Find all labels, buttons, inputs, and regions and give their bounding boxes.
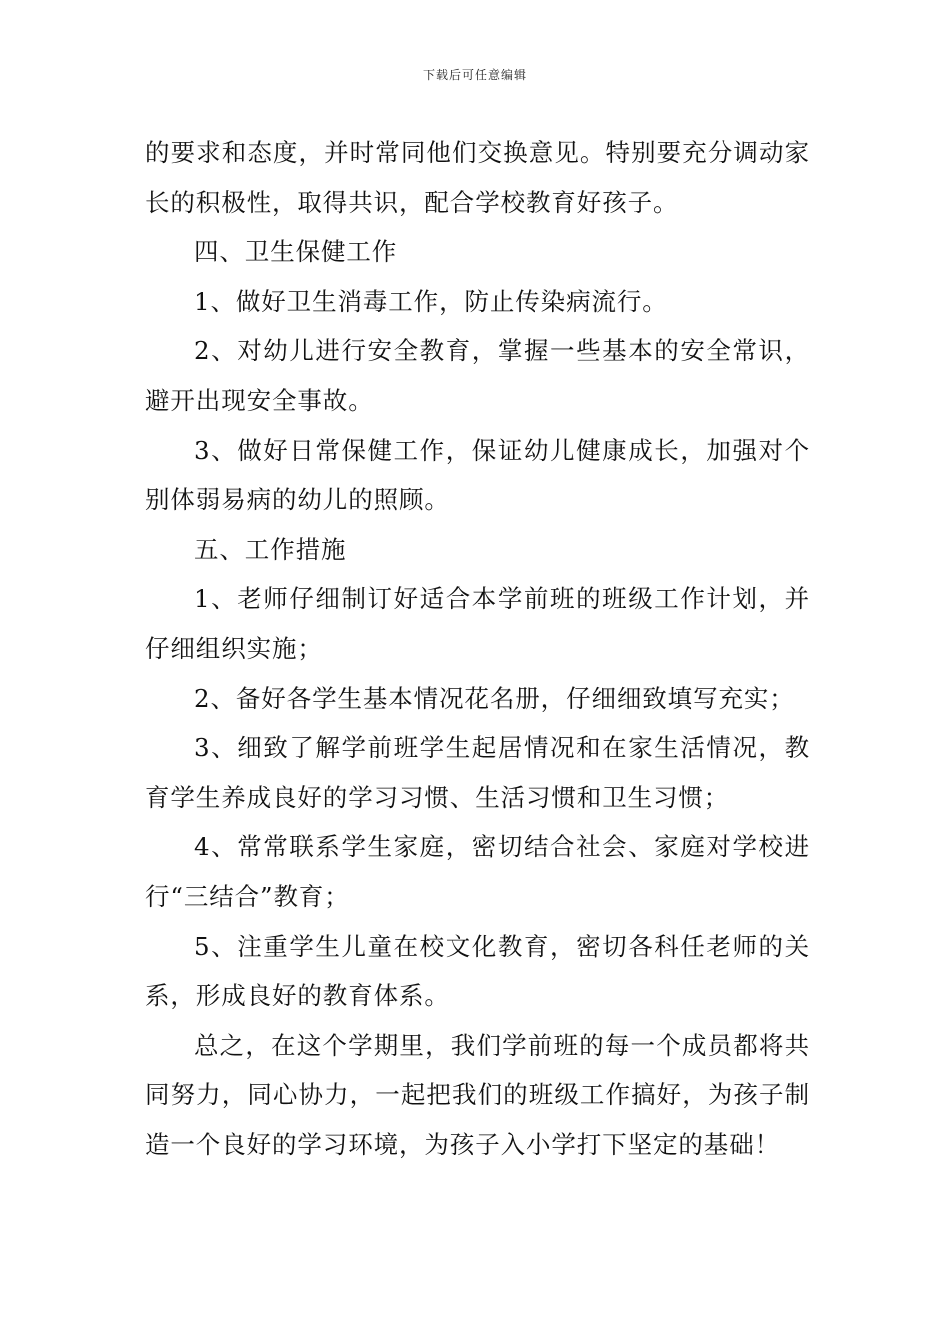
list-item: 2、备好各学生基本情况花名册，仔细细致填写充实；: [194, 683, 795, 713]
document-body: [145, 128, 810, 1169]
list-item: 4、常常联系学生家庭，密切结合社会、家庭对学校进行“三结合”教育；: [145, 832, 810, 911]
section-heading: 四、卫生保健工作: [194, 237, 398, 267]
page-header: 下载后可任意编辑: [422, 68, 527, 82]
list-item: 5、注重学生儿童在校文化教育，密切各科任老师的关系，形成良好的教育体系。: [145, 931, 810, 1011]
list-item: 2、对幼儿进行安全教育，掌握一些基本的安全常识，避开出现安全事故。: [145, 336, 810, 415]
section-heading: 五、工作措施: [194, 534, 347, 564]
list-item: 1、老师仔细制订好适合本学前班的班级工作计划，并仔细组织实施；: [145, 584, 810, 663]
conclusion-paragraph: 总之，在这个学期里，我们学前班的每一个成员都将共同努力，同心协力，一起把我们的班级工作搞好，为孩子制造一个良好的学习环境，为孩子入小学打下坚定的基础！: [145, 1030, 810, 1159]
list-item: 1、做好卫生消毒工作，防止传染病流行。: [194, 286, 668, 316]
paragraph: 的要求和态度，并时常同他们交换意见。特别要充分调动家长的积极性，取得共识，配合学校教育好孩子。: [145, 138, 810, 217]
list-item: 3、细致了解学前班学生起居情况和在家生活情况，教育学生养成良好的学习习惯、生活习惯和卫生习惯；: [145, 733, 810, 812]
list-item: 3、做好日常保健工作，保证幼儿健康成长，加强对个别体弱易病的幼儿的照顾。: [145, 435, 810, 515]
